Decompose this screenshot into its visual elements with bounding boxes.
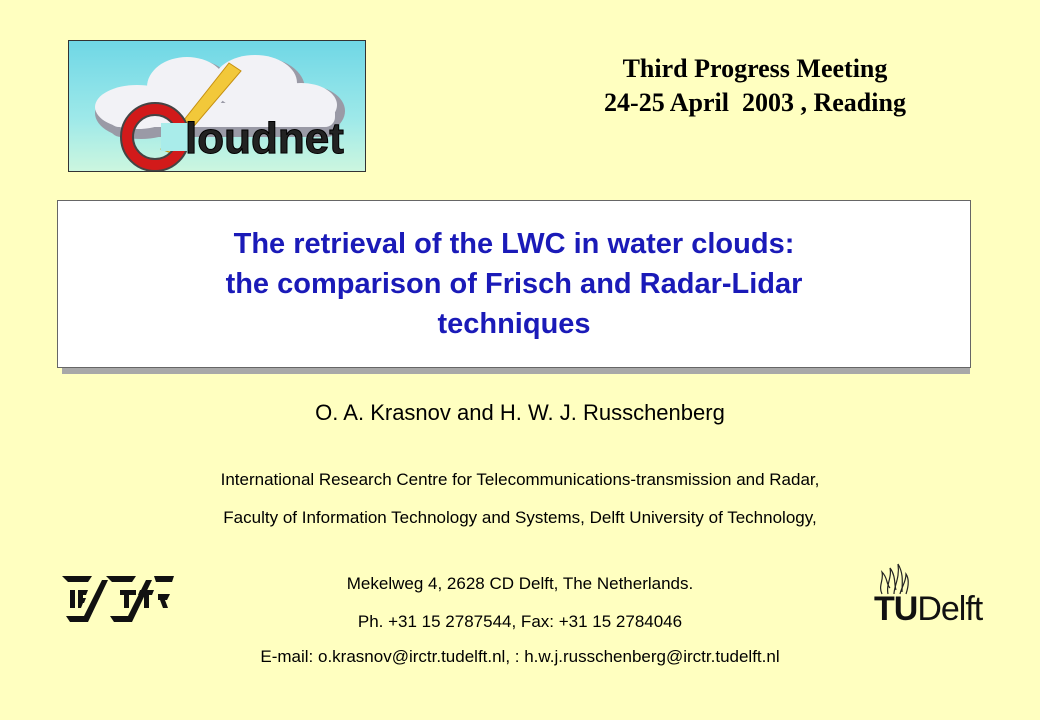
- irctr-logo: [62, 572, 174, 624]
- tudelft-logo-text: [874, 592, 982, 626]
- authors: O. A. Krasnov and H. W. J. Russchenberg: [315, 400, 725, 425]
- svg-text:loudnet: loudnet: [185, 114, 344, 163]
- phone-fax: Ph. +31 15 2787544, Fax: +31 15 2784046: [357, 612, 683, 631]
- title-line-2: the comparison of Frisch and Radar-Lidar: [225, 268, 803, 300]
- meeting-date-location: 24-25 April 2003 , Reading: [604, 88, 906, 117]
- title-box: [57, 200, 971, 368]
- tudelft-tu: TU: [874, 590, 918, 628]
- email: E-mail: o.krasnov@irctr.tudelft.nl, : h.w.j.russchenberg@irctr.tudelft.nl: [260, 647, 780, 666]
- meeting-title: Third Progress Meeting: [622, 54, 888, 83]
- affiliation-line-1: International Research Centre for Telecommunications-transmission and Radar,: [220, 470, 820, 489]
- cloudnet-logo: [68, 40, 366, 172]
- title-line-1: The retrieval of the LWC in water clouds:: [233, 228, 795, 260]
- tudelft-logo: [874, 562, 983, 628]
- cloud-icon: [69, 41, 366, 172]
- affiliation-line-2: Faculty of Information Technology and Systems, Delft University of Technology,: [223, 508, 817, 527]
- meeting-info: [540, 52, 970, 120]
- title-line-3: techniques: [437, 308, 591, 340]
- irctr-logo-icon: [62, 572, 174, 624]
- tudelft-delft: Delft: [917, 590, 983, 628]
- address: Mekelweg 4, 2628 CD Delft, The Netherlands.: [346, 574, 694, 593]
